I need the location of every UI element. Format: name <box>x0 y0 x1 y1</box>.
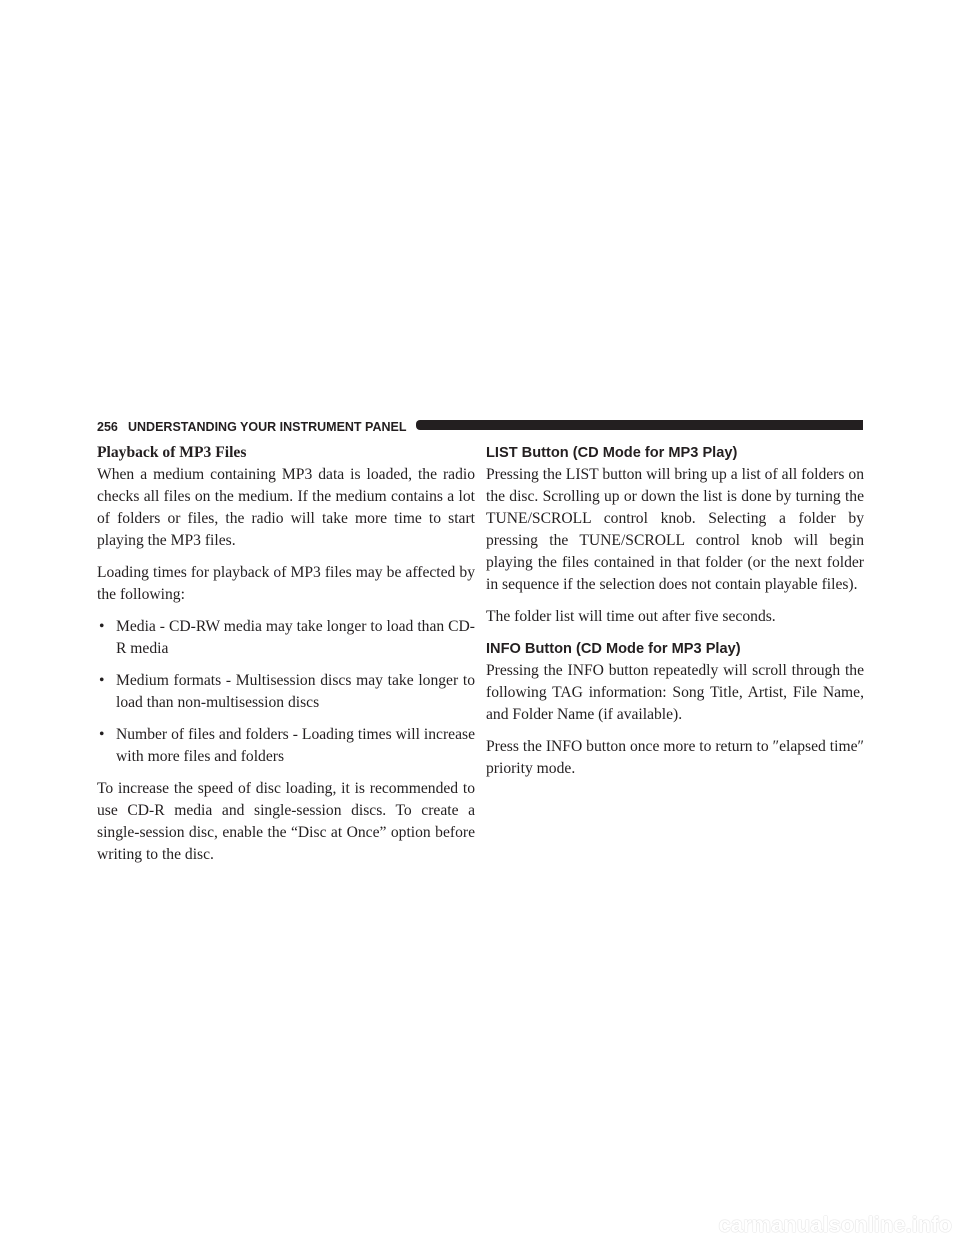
right-column <box>486 442 864 790</box>
info-button-paragraph-2: Press the INFO button once more to return to ″elapsed time″ priority mode. <box>486 738 864 777</box>
bullet-icon: • <box>99 726 105 743</box>
watermark: carmanualsonline.info <box>718 1212 952 1237</box>
list-button-heading: LIST Button (CD Mode for MP3 Play) <box>486 445 738 461</box>
playback-paragraph-3: To increase the speed of disc loading, it is recommended to use CD-R media and single-session discs. To create a single-session disc, enable the “Disc at Once” option before writing to the disc. <box>97 780 475 863</box>
playback-paragraph-2: Loading times for playback of MP3 files may be affected by the following: <box>97 564 475 603</box>
loading-factors-list <box>97 616 475 768</box>
list-item <box>97 670 475 714</box>
header-rule <box>416 420 863 430</box>
info-button-heading: INFO Button (CD Mode for MP3 Play) <box>486 641 741 657</box>
page-number: 256 <box>97 420 118 434</box>
section-title: UNDERSTANDING YOUR INSTRUMENT PANEL <box>128 420 407 434</box>
list-item-text: Media - CD-RW media may take longer to load than CD-R media <box>116 618 475 657</box>
bullet-icon: • <box>99 618 105 635</box>
playback-heading: Playback of MP3 Files <box>97 444 247 461</box>
page-header <box>97 418 863 436</box>
left-column <box>97 442 475 876</box>
list-button-paragraph-1: Pressing the LIST button will bring up a list of all folders on the disc. Scrolling up or down the list is done by turning the TUNE/SCROLL control knob. Selecting a folder by pressing the TUNE/SCROLL control knob will begin playing the files contained in that folder (or the next folder in sequence if the selection does not contain playable files). <box>486 466 864 593</box>
list-item <box>97 724 475 768</box>
bullet-icon: • <box>99 672 105 689</box>
info-button-paragraph-1: Pressing the INFO button repeatedly will scroll through the following TAG information: Song Title, Artist, File Name, and Folder Name (if available). <box>486 662 864 723</box>
playback-paragraph-1: When a medium containing MP3 data is loaded, the radio checks all files on the medium. If the medium contains a lot of folders or files, the radio will take more time to start playing the MP3 files. <box>97 466 475 549</box>
list-item-text: Number of files and folders - Loading times will increase with more files and folders <box>116 726 475 765</box>
list-item-text: Medium formats - Multisession discs may take longer to load than non-multisession discs <box>116 672 475 711</box>
list-button-paragraph-2: The folder list will time out after five seconds. <box>486 608 776 625</box>
list-item <box>97 616 475 660</box>
